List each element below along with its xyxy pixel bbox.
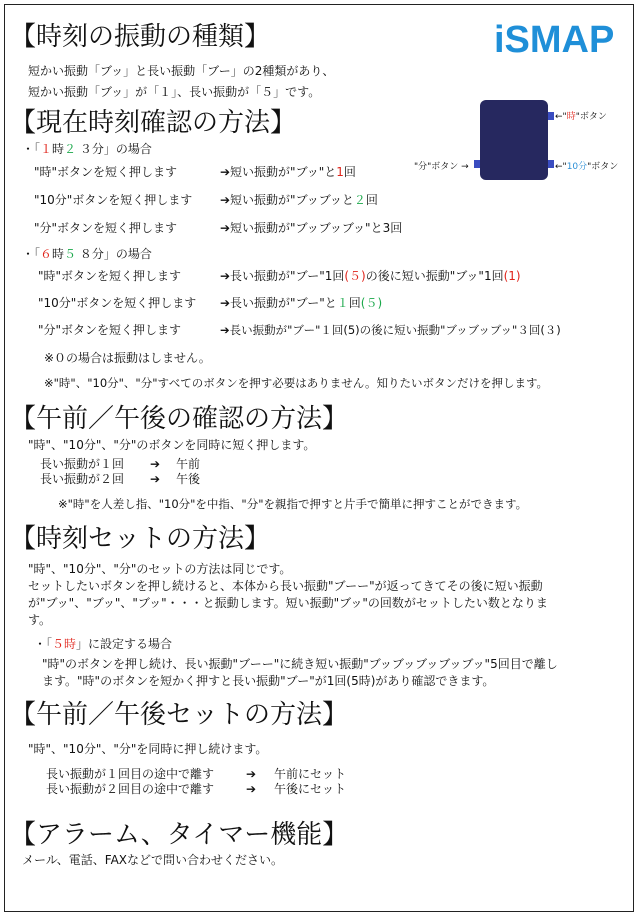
ampm-check-note: ※"時"を人差し指、"10分"を中指、"分"を親指で押すと片手で簡単に押すことができます。 (58, 497, 528, 511)
ex2-r2-a: ➔長い振動が"ブー"と (220, 296, 337, 310)
hour-label-arrow: ←" (555, 112, 567, 122)
ex2-r1-b: (５) (344, 269, 366, 283)
hour-label-suffix: "ボタン (575, 112, 607, 122)
ex1-r2-a: ➔短い振動が"ブッブッと (220, 193, 354, 207)
ex2-row1-left: "時"ボタンを短く押します (38, 269, 182, 283)
ampm-set-row1-left: 長い振動が１回目の途中で離す (46, 767, 215, 781)
ex1-hour-unit: 時 (52, 142, 65, 156)
ampm-set-row2-left: 長い振動が２回目の途中で離す (46, 782, 215, 796)
ten-minute-label-arrow: ←" (555, 162, 567, 172)
section-title-ampm-check: 【午前／午後の確認の方法】 (10, 404, 349, 434)
vibration-types-line-2: 短かい振動「ブッ」が「１」、長い振動が「５」です。 (28, 85, 321, 99)
ampm-row2-arrow: ➔ (150, 472, 161, 486)
ex1-minute: ３ (79, 142, 92, 156)
note-zero: ※０の場合は振動はしません。 (44, 351, 211, 365)
ten-minute-button-label (555, 160, 618, 174)
ex2-r1-c: の後に短い振動"ブッ"1回 (365, 269, 504, 283)
ex2-head-pre: ・「 (22, 247, 41, 261)
ex2-r1-a: ➔長い振動が"ブー"1回 (220, 269, 345, 283)
ex2-row1-right (220, 268, 521, 284)
section-title-ampm-set: 【午前／午後セットの方法】 (10, 700, 349, 730)
section-title-vibration-types: 【時刻の振動の種類】 (10, 22, 271, 52)
ampm-row1-right: 午前 (176, 457, 201, 471)
ten-minute-button (548, 160, 554, 168)
note-buttons: ※"時"、"10分"、"分"すべてのボタンを押す必要はありません。知りたいボタンだけを押します。 (44, 376, 549, 390)
ampm-row2-right: 午後 (176, 472, 201, 486)
section-title-alarm-timer: 【アラーム、タイマー機能】 (10, 820, 349, 850)
ex2-minute: ８分」の場合 (79, 247, 152, 261)
ex2-row3-right: ➔長い振動が"ブー"１回(5)の後に短い振動"ブッブッブッ"３回(３) (220, 323, 561, 337)
example-2-heading (22, 246, 152, 262)
ts-ex-num: ５時 (52, 637, 77, 651)
ex1-r2-c: 回 (365, 193, 378, 207)
ex1-row2-right (220, 192, 378, 208)
ampm-set-line-1: "時"、"10分"、"分"を同時に押し続けます。 (28, 742, 268, 756)
ex1-r1-b: 1 (336, 165, 344, 179)
ex1-ten-minute: ２ (64, 142, 77, 156)
ex1-row2-left: "10分"ボタンを短く押します (34, 193, 193, 207)
ex2-r2-b: １ (336, 296, 349, 310)
ex1-r1-a: ➔短い振動が"ブッ"と (220, 165, 337, 179)
device-illustration (480, 100, 548, 180)
ismap-logo (492, 14, 626, 58)
time-set-line-1: "時"、"10分"、"分"のセットの方法は同じです。 (28, 562, 292, 576)
ex1-head-pre: ・「 (22, 142, 41, 156)
ampm-set-row2-right: 午後にセット (274, 782, 347, 796)
ampm-set-row2-arrow: ➔ (246, 782, 257, 796)
ampm-row1-left: 長い振動が１回 (40, 457, 125, 471)
ex1-row3-right: ➔短い振動が"ブッブッブッ"と3回 (220, 221, 403, 235)
vibration-types-line-1: 短かい振動「ブッ」と長い振動「ブー」の2種類があり、 (28, 64, 335, 78)
ex1-row1-left: "時"ボタンを短く押します (34, 165, 178, 179)
logo-text: iSMAP (494, 19, 615, 58)
ts-ex-pre: ・「 (34, 637, 53, 651)
ex2-r2-d: (５) (360, 296, 383, 310)
time-set-example-line-2: ます。"時"のボタンを短かく押すと長い振動"ブー"が1回(5時)があり確認できます。 (42, 674, 495, 688)
ex2-hour-unit: 時 (52, 247, 65, 261)
minute-button (474, 160, 480, 168)
hour-button-label (555, 110, 607, 124)
minute-button-label: "分"ボタン → (414, 162, 469, 172)
ex2-row2-right (220, 295, 382, 311)
alarm-timer-line-1: メール、電話、FAXなどで問い合わせください。 (22, 853, 284, 867)
ex2-ten-minute: ５ (64, 247, 77, 261)
ex1-hour: １ (40, 142, 53, 156)
ex1-r2-b: ２ (353, 193, 366, 207)
time-set-line-4: す。 (28, 613, 52, 627)
ex1-r1-c: 回 (343, 165, 356, 179)
ex1-row3-left: "分"ボタンを短く押します (34, 221, 178, 235)
time-set-example-line-1: "時"のボタンを押し続け、長い振動"ブーー"に続き短い振動"ブッブッブッブッブッ"5回目で離し (42, 657, 558, 671)
ten-minute-label-name: 10分 (566, 162, 588, 172)
ex1-head-post: 分」の場合 (91, 142, 152, 156)
ampm-check-line-1: "時"、"10分"、"分"のボタンを同時に短く押します。 (28, 438, 316, 452)
ampm-row2-left: 長い振動が２回 (40, 472, 125, 486)
ampm-set-row1-arrow: ➔ (246, 767, 257, 781)
time-set-line-2: セットしたいボタンを押し続けると、本体から長い振動"ブーー"が返ってきてその後に短い振動 (28, 579, 543, 593)
ten-minute-label-suffix: "ボタン (587, 162, 619, 172)
time-set-example-heading (34, 636, 172, 652)
example-1-heading (22, 141, 152, 157)
section-title-time-set: 【時刻セットの方法】 (10, 524, 271, 554)
ex1-row1-right (220, 164, 356, 180)
ex2-row2-left: "10分"ボタンを短く押します (38, 296, 197, 310)
ampm-row1-arrow: ➔ (150, 457, 161, 471)
hour-label-name: 時 (566, 112, 576, 122)
ex2-r1-d: (1) (503, 269, 521, 283)
ex2-row3-left: "分"ボタンを短く押します (38, 323, 182, 337)
ts-ex-post: 」に設定する場合 (76, 637, 173, 651)
ex2-hour: ６ (40, 247, 53, 261)
ex2-r2-c: 回 (348, 296, 361, 310)
hour-button (548, 112, 554, 120)
ampm-set-row1-right: 午前にセット (274, 767, 347, 781)
section-title-check-time: 【現在時刻確認の方法】 (10, 108, 297, 138)
time-set-line-3: が"ブッ"、"ブッ"、"ブッ"・・・と振動します。短い振動"ブッ"の回数がセットしたい数となりま (28, 596, 548, 610)
